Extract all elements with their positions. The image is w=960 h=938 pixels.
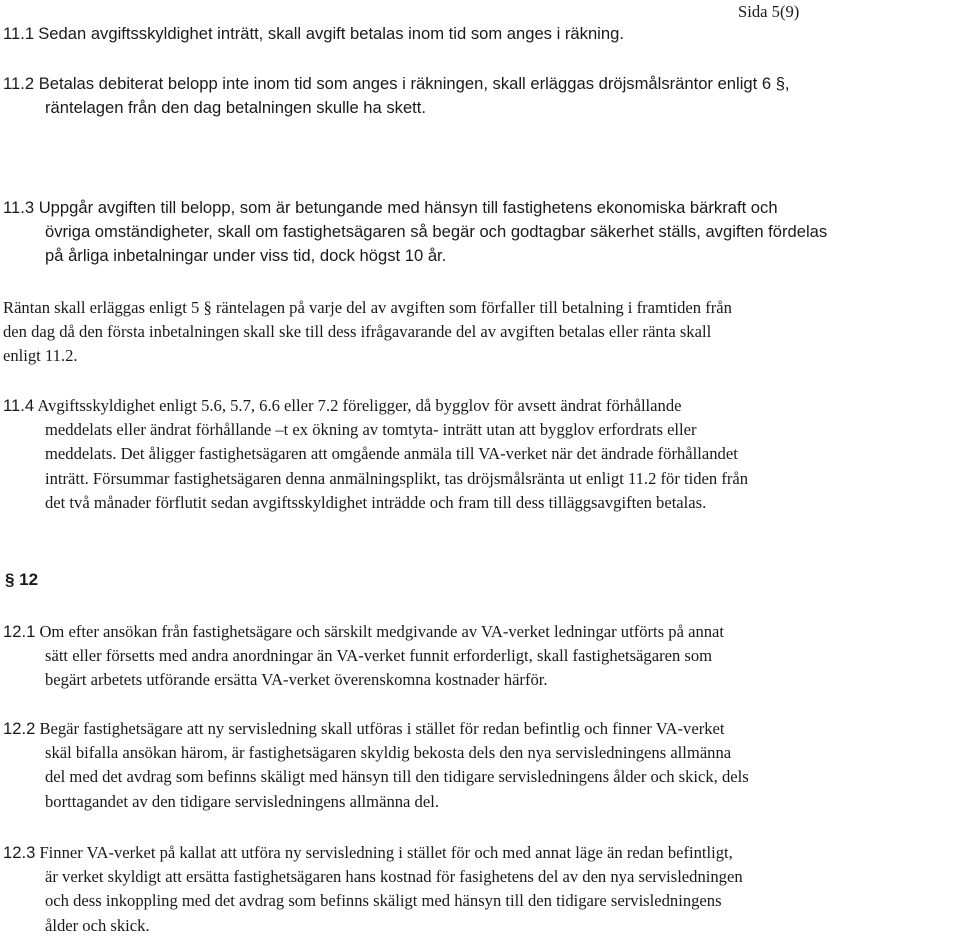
clause-line: inträtt. Försummar fastighetsägaren denna anmälningsplikt, tas dröjsmålsränta ut enligt 11.2 för tiden från [45,468,749,488]
clause-line: Finner VA-verket på kallat att utföra ny servisledning i stället för och med annat läge än redan befintligt, [39,843,733,862]
clause-line: Om efter ansökan från fastighetsägare och särskilt medgivande av VA-verket ledningar utförts på annat [39,622,725,641]
clause-number: 12.1 [3,622,36,641]
clause-11-3 [3,196,960,269]
clause-line: och dess inkoppling med det avdrag som befinns skäligt med hänsyn till den tidigare servisledningens [45,891,722,911]
clause-12-1 [3,620,960,693]
clause-number: 11.4 [3,396,35,415]
clause-number: 12.2 [3,719,36,738]
clause-12-2 [3,717,960,814]
clause-line: meddelats. Det åligger fastighetsägaren att omgående anmäla till VA-verket när det ändrade förhållandet [45,444,738,464]
clause-line: Uppgår avgiften till belopp, som är betungande med hänsyn till fastighetens ekonomiska bärkraft och [38,198,778,217]
clause-line: Betalas debiterat belopp inte inom tid som anges i räkningen, skall erläggas dröjsmålsräntor enligt 6 §, [38,74,790,93]
clause-12-3 [3,841,960,938]
clause-11-2 [3,72,960,120]
section-heading: § 12 [5,570,39,589]
clause-line: del med det avdrag som befinns skäligt med hänsyn till den tidigare servisledningens ålder och skick, dels [45,767,749,787]
clause-line: det två månader förflutit sedan avgiftsskyldighet inträdde och fram till dess tilläggsavgiften betalas. [45,492,707,512]
clause-number: 11.2 [3,74,35,93]
clause-text: Sedan avgiftsskyldighet inträtt, skall avgift betalas inom tid som anges i räkning. [38,24,624,43]
clause-line: borttagandet av den tidigare servisledningens allmänna del. [45,791,439,811]
paragraph-line: den dag då den första inbetalningen skall ske till dess ifrågavarande del av avgiften betalas eller ränta skall [3,322,712,342]
clause-11-4 [3,394,960,515]
clause-line: ålder och skick. [45,915,150,935]
clause-line: sätt eller försetts med andra anordningar än VA-verket funnit erforderligt, skall fastighetsägaren som [45,646,713,666]
clause-number: 11.1 [3,24,35,43]
clause-line: Avgiftsskyldighet enligt 5.6, 5.7, 6.6 eller 7.2 föreligger, då bygglov för avsett ändrat förhållande [37,396,682,415]
page-number: Sida 5(9) [738,2,800,21]
clause-line: meddelats eller ändrat förhållande –t ex ökning av tomtyta- inträtt utan att bygglov erfordrats eller [45,420,697,440]
interest-paragraph [3,296,960,369]
clause-number: 12.3 [3,843,36,862]
clause-line: är verket skyldigt att ersätta fastighetsägaren hans kostnad för fasighetens del av den nya servisledningen [45,867,743,887]
clause-line: övriga omständigheter, skall om fastighetsägaren så begär och godtagbar säkerhet ställs, avgiften fördelas [45,222,828,242]
clause-line: skäl bifalla ansökan härom, är fastighetsägaren skyldig bekosta dels den nya servisledningens allmänna [45,743,732,763]
clause-line: på årliga inbetalningar under viss tid, dock högst 10 år. [45,246,447,266]
clause-number: 11.3 [3,198,35,217]
clause-line: räntelagen från den dag betalningen skulle ha skett. [45,98,427,118]
paragraph-line: Räntan skall erläggas enligt 5 § räntelagen på varje del av avgiften som förfaller till betalning i framtiden från [3,298,732,317]
clause-line: Begär fastighetsägare att ny servisledning skall utföras i stället för redan befintlig och finner VA-verket [39,719,725,738]
paragraph-line: enligt 11.2. [3,346,78,366]
clause-11-1 [3,22,960,46]
clause-line: begärt arbetets utförande ersätta VA-verket överenskomna kostnader härför. [45,670,548,690]
